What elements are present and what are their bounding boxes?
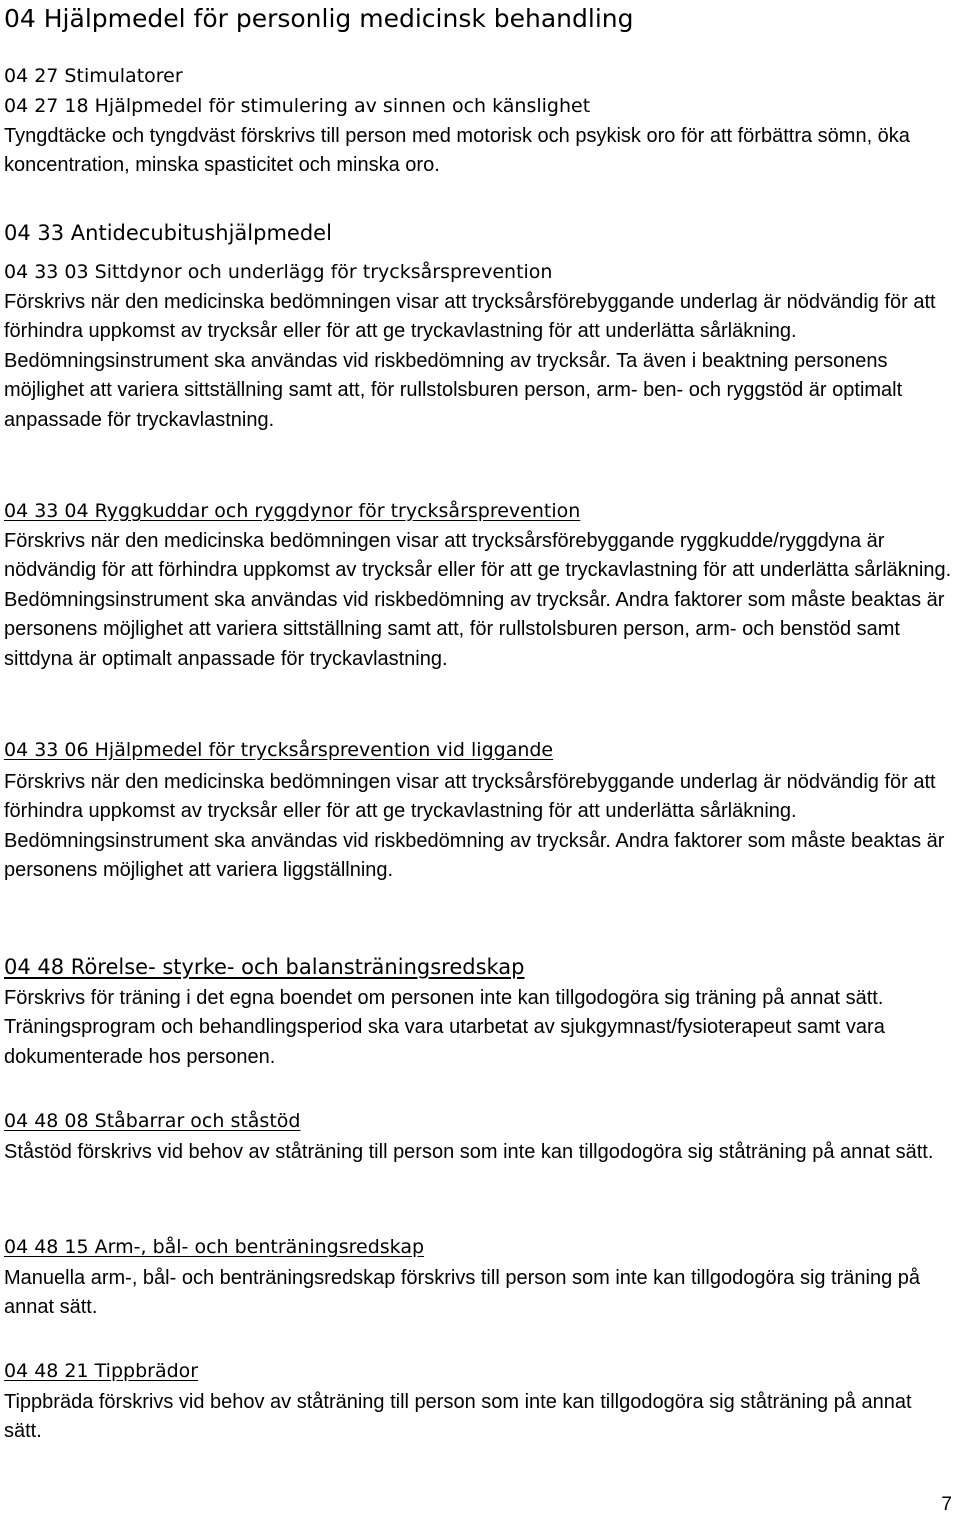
subsection-heading-043304: 04 33 04 Ryggkuddar och ryggdynor för trycksårsprevention	[4, 500, 581, 522]
page-number: 7	[941, 1494, 952, 1515]
subsection-heading-044815: 04 48 15 Arm-, bål- och benträningsredskap	[4, 1236, 425, 1258]
paragraph-044808: Ståstöd förskrivs vid behov av ståträning till person som inte kan tillgodogöra sig ståträning på annat sätt.	[4, 1141, 934, 1163]
paragraph-044815: Manuella arm-, bål- och benträningsredskap förskrivs till person som inte kan tillgodogöra sig träning på annat sätt.	[4, 1267, 921, 1319]
subsection-heading-043306: 04 33 06 Hjälpmedel för trycksårsprevention vid liggande	[4, 739, 554, 761]
paragraph-042718: Tyngdtäcke och tyngdväst förskrivs till person med motorisk och psykisk oro för att förbättra sömn, öka koncentration, minska spasticitet och minska oro.	[4, 125, 910, 177]
subsection-heading-044821: 04 48 21 Tippbrädor	[4, 1360, 199, 1382]
section-heading-0433: 04 33 Antidecubitushjälpmedel	[4, 221, 332, 245]
subsection-heading-043303: 04 33 03 Sittdynor och underlägg för trycksårsprevention	[4, 261, 553, 283]
paragraph-0448: Förskrivs för träning i det egna boendet om personen inte kan tillgodogöra sig träning på annat sätt. Träningsprogram och behandlingsperiod ska vara utarbetat av sjukgymnast/fysioterapeut samt vara dokumenterade hos personen.	[4, 987, 885, 1068]
subsection-heading-042718: 04 27 18 Hjälpmedel för stimulering av sinnen och känslighet	[4, 95, 591, 117]
subsection-heading-044808: 04 48 08 Ståbarrar och ståstöd	[4, 1110, 301, 1132]
paragraph-043303: Förskrivs när den medicinska bedömningen visar att trycksårsförebyggande underlag är nödvändig för att förhindra uppkomst av trycksår eller för att ge tryckavlastning för att underlätta sårläkning. Bedömningsinstrument ska användas vid riskbedömning av trycksår. Ta även i beaktning personens möjlighet att variera sittställning samt att, för rullstolsburen person, arm- ben- och ryggstöd är optimalt anpassade för tryckavlastning.	[4, 291, 936, 431]
section-heading-0427: 04 27 Stimulatorer	[4, 65, 183, 87]
paragraph-043306: Förskrivs när den medicinska bedömningen visar att trycksårsförebyggande underlag är nödvändig för att förhindra uppkomst av trycksår eller för att ge tryckavlastning för att underlätta sårläkning. Bedömningsinstrument ska användas vid riskbedömning av trycksår. Andra faktorer som måste beaktas är personens möjlighet att variera liggställning.	[4, 771, 945, 882]
paragraph-044821: Tippbräda förskrivs vid behov av ståträning till person som inte kan tillgodogöra sig ståträning på annat sätt.	[4, 1391, 912, 1443]
paragraph-043304: Förskrivs när den medicinska bedömningen visar att trycksårsförebyggande ryggkudde/ryggdyna är nödvändig för att förhindra uppkomst av trycksår eller för att ge tryckavlastning för att underlätta sårläkning. Bedömningsinstrument ska användas vid riskbedömning av trycksår. Andra faktorer som måste beaktas är personens möjlighet att variera sittställning samt att, för rullstolsburen person, arm- och benstöd samt sittdyna är optimalt anpassade för tryckavlastning.	[4, 530, 952, 670]
document-title: 04 Hjälpmedel för personlig medicinsk behandling	[4, 4, 634, 33]
section-heading-0448: 04 48 Rörelse- styrke- och balansträningsredskap	[4, 955, 525, 979]
